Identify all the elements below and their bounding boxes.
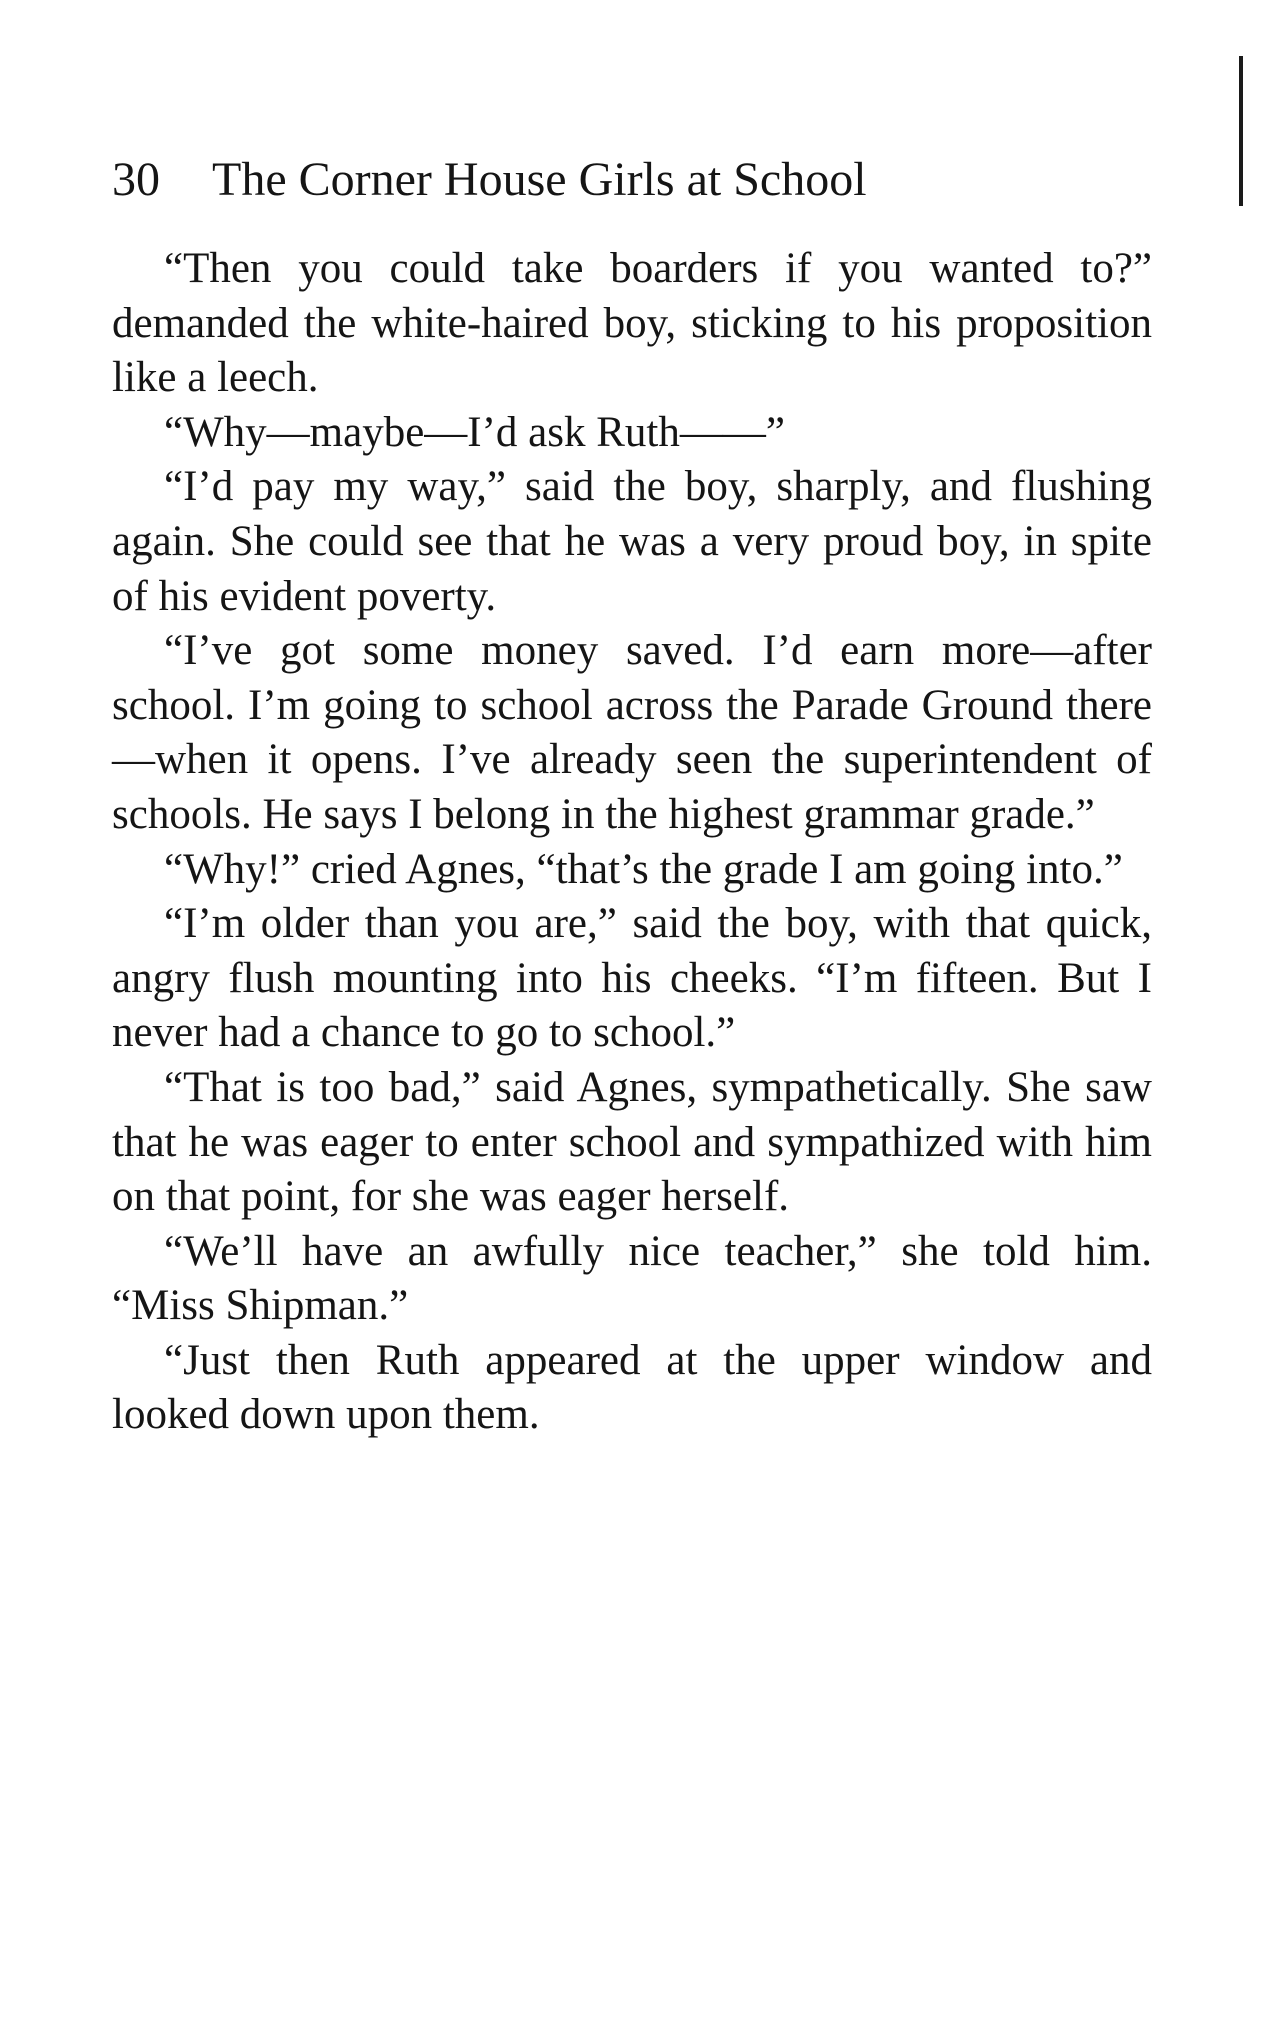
body-text xyxy=(112,242,1152,1443)
running-header xyxy=(112,150,1152,210)
paragraph-teacher: “We’ll have an awfully nice teacher,” she told him. “Miss Shipman.” xyxy=(112,1227,1152,1330)
paragraph-pay-my-way: “I’d pay my way,” said the boy, sharply, and flushing again. She could see that he was a very proud boy, in spite of his evident poverty. xyxy=(112,463,1152,620)
paragraph-ask-ruth: “Why—maybe—I’d ask Ruth——” xyxy=(164,408,785,456)
paragraph-too-bad: “That is too bad,” said Agnes, sympathetically. She saw that he was eager to enter school and sympathized with him on that point, for she was eager herself. xyxy=(112,1063,1152,1221)
paragraph-money-saved: “I’ve got some money saved. I’d earn more—after school. I’m going to school across the Parade Ground there—when it opens. I’ve already seen the superintendent of schools. He says I belong in the highest grammar grade.” xyxy=(112,627,1152,838)
page-number: 30 xyxy=(112,153,160,206)
paragraph-boarders: “Then you could take boarders if you wanted to?” demanded the white-haired boy, sticking to his proposition like a leech. xyxy=(112,245,1152,402)
paragraph-older: “I’m older than you are,” said the boy, with that quick, angry flush mounting into his cheeks. “I’m fifteen. But I never had a chance to go to school.” xyxy=(112,900,1152,1057)
paragraph-ruth-appears: “Just then Ruth appeared at the upper window and looked down upon them. xyxy=(112,1336,1152,1439)
page-edge-mark xyxy=(1239,56,1243,206)
paragraph-grade: “Why!” cried Agnes, “that’s the grade I am going into.” xyxy=(164,845,1123,893)
running-title: The Corner House Girls at School xyxy=(212,153,867,206)
